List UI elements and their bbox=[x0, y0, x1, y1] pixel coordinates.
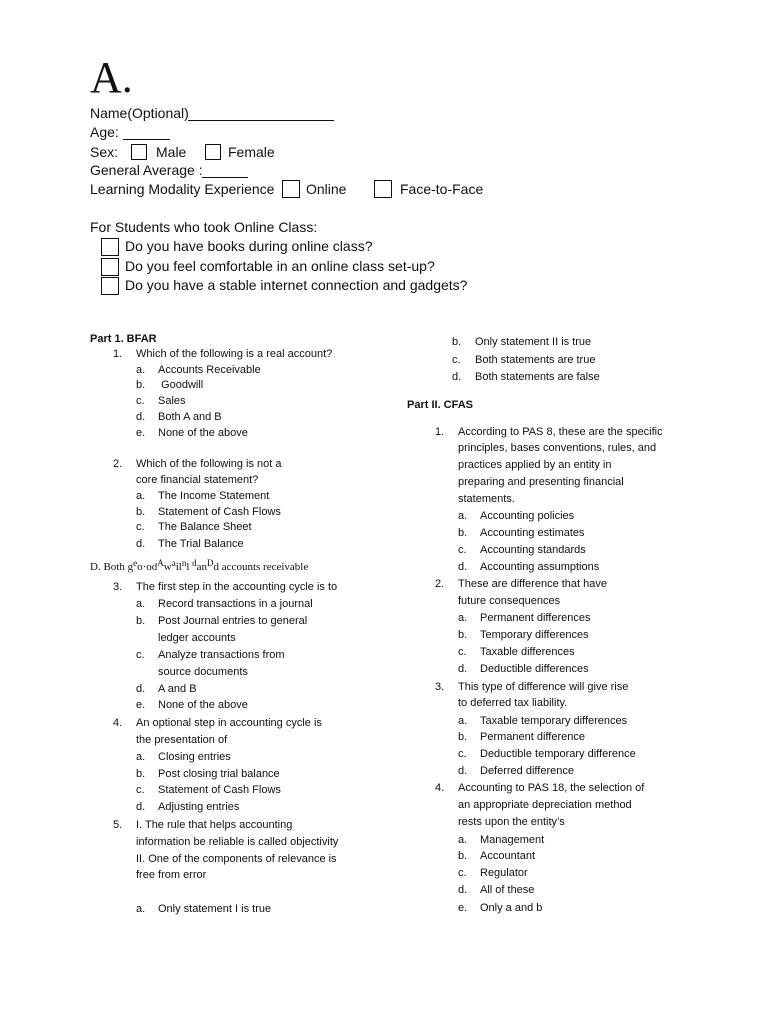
question-text: an appropriate depreciation method bbox=[458, 799, 632, 811]
question-text: II. One of the components of relevance is bbox=[136, 853, 337, 865]
option-text: Statement of Cash Flows bbox=[158, 506, 281, 518]
male-checkbox[interactable] bbox=[131, 144, 147, 160]
option-letter: b. bbox=[458, 629, 468, 641]
question-text: the presentation of bbox=[136, 734, 228, 746]
question-text: statements. bbox=[458, 493, 515, 505]
option-letter: a. bbox=[458, 612, 468, 624]
online-question-books: Do you have books during online class? bbox=[125, 238, 373, 254]
option-text: Accounting assumptions bbox=[480, 561, 600, 573]
option-text: Adjusting entries bbox=[158, 801, 240, 813]
option-letter: c. bbox=[458, 867, 467, 879]
option-text: Goodwill bbox=[158, 379, 204, 391]
option-text: Accounts Receivable bbox=[158, 364, 261, 376]
option-letter: c. bbox=[136, 521, 145, 533]
option-letter: a. bbox=[136, 364, 146, 376]
option-letter: e. bbox=[136, 699, 146, 711]
face-to-face-checkbox[interactable] bbox=[374, 180, 392, 198]
male-label: Male bbox=[156, 144, 187, 160]
female-label: Female bbox=[228, 144, 275, 160]
question-number: 3. bbox=[113, 581, 123, 593]
question-number: 2. bbox=[113, 458, 123, 470]
question-text: These are difference that have bbox=[458, 578, 608, 590]
question-number: 1. bbox=[113, 348, 123, 360]
option-letter: b. bbox=[458, 731, 468, 743]
internet-checkbox[interactable] bbox=[101, 277, 119, 295]
option-text: Accounting policies bbox=[480, 510, 575, 522]
option-text: Deductible temporary difference bbox=[480, 748, 636, 760]
option-text: Post closing trial balance bbox=[158, 768, 280, 780]
question-number: 3. bbox=[435, 681, 445, 693]
option-letter: b. bbox=[136, 615, 146, 627]
sex-label: Sex: bbox=[90, 144, 119, 160]
option-letter: c. bbox=[458, 646, 467, 658]
question-text: free from error bbox=[136, 869, 207, 881]
question-text: information be reliable is called objectivity bbox=[136, 836, 339, 848]
option-letter: d. bbox=[458, 765, 468, 777]
online-question-internet: Do you have a stable internet connection and gadgets? bbox=[125, 277, 468, 293]
online-question-comfort: Do you feel comfortable in an online class set-up? bbox=[125, 258, 435, 274]
option-text: None of the above bbox=[158, 699, 248, 711]
option-letter: e. bbox=[458, 902, 468, 914]
option-letter: d. bbox=[458, 884, 468, 896]
option-text: The Balance Sheet bbox=[158, 521, 252, 533]
general-average-field[interactable] bbox=[202, 177, 248, 178]
option-letter: b. bbox=[458, 850, 468, 862]
option-letter: b. bbox=[136, 506, 146, 518]
option-letter: d. bbox=[136, 801, 146, 813]
option-text: Closing entries bbox=[158, 751, 231, 763]
option-text: Both statements are true bbox=[475, 354, 596, 366]
option-letter: a. bbox=[136, 490, 146, 502]
question-number: 1. bbox=[435, 426, 445, 438]
option-letter: b. bbox=[136, 768, 146, 780]
question-text: This type of difference will give rise bbox=[458, 681, 629, 693]
option-text: A and B bbox=[158, 683, 197, 695]
question-text: An optional step in accounting cycle is bbox=[136, 717, 322, 729]
question-number: 5. bbox=[113, 819, 123, 831]
question-text: core financial statement? bbox=[136, 474, 259, 486]
option-text: Permanent differences bbox=[480, 612, 591, 624]
option-text: Taxable differences bbox=[480, 646, 575, 658]
comfort-checkbox[interactable] bbox=[101, 258, 119, 276]
option-text: Accounting estimates bbox=[480, 527, 585, 539]
books-checkbox[interactable] bbox=[101, 238, 119, 256]
female-checkbox[interactable] bbox=[205, 144, 221, 160]
part1-title: Part 1. BFAR bbox=[90, 333, 157, 345]
option-text: The Trial Balance bbox=[158, 538, 244, 550]
age-label: Age: bbox=[90, 124, 119, 140]
option-text: Only statement II is true bbox=[475, 336, 592, 348]
option-text: None of the above bbox=[158, 427, 248, 439]
option-text: Deductible differences bbox=[480, 663, 589, 675]
option-letter: d. bbox=[458, 663, 468, 675]
option-text: Record transactions in a journal bbox=[158, 598, 313, 610]
question-number: 2. bbox=[435, 578, 445, 590]
option-letter: a. bbox=[136, 903, 146, 915]
general-average-label: General Average : bbox=[90, 162, 203, 178]
question-text: rests upon the entity’s bbox=[458, 816, 565, 828]
question-number: 4. bbox=[435, 782, 445, 794]
question-text: According to PAS 8, these are the specific bbox=[458, 426, 663, 438]
part2-title: Part II. CFAS bbox=[407, 399, 474, 411]
option-text: Sales bbox=[158, 395, 186, 407]
option-text: All of these bbox=[480, 884, 535, 896]
option-text: Post Journal entries to general bbox=[158, 615, 308, 627]
question-text: Accounting to PAS 18, the selection of bbox=[458, 782, 645, 794]
option-letter: c. bbox=[458, 748, 467, 760]
question-text: Which of the following is a real account? bbox=[136, 348, 333, 360]
option-text: source documents bbox=[158, 666, 248, 678]
question-text: Which of the following is not a bbox=[136, 458, 282, 470]
option-text: Both A and B bbox=[158, 411, 222, 423]
option-letter: b. bbox=[452, 336, 462, 348]
question-text: to deferred tax liability. bbox=[458, 697, 568, 709]
option-text: Only a and b bbox=[480, 902, 543, 914]
option-letter: c. bbox=[452, 354, 461, 366]
question-text: practices applied by an entity in bbox=[458, 459, 612, 471]
option-letter: a. bbox=[458, 834, 468, 846]
form-letter: A. bbox=[90, 53, 133, 102]
option-letter: a. bbox=[458, 715, 468, 727]
option-text: Both statements are false bbox=[475, 371, 600, 383]
option-text: ledger accounts bbox=[158, 632, 236, 644]
option-text: Analyze transactions from bbox=[158, 649, 285, 661]
option-text: Accounting standards bbox=[480, 544, 586, 556]
question-text: The first step in the accounting cycle is to bbox=[136, 581, 338, 593]
option-text: Management bbox=[480, 834, 545, 846]
question-number: 4. bbox=[113, 717, 123, 729]
option-letter: c. bbox=[458, 544, 467, 556]
option-text: Deferred difference bbox=[480, 765, 574, 777]
option-text: Only statement I is true bbox=[158, 903, 272, 915]
option-letter: b. bbox=[458, 527, 468, 539]
option-text: The Income Statement bbox=[158, 490, 270, 502]
option-text: Taxable temporary differences bbox=[480, 715, 628, 727]
option-letter: c. bbox=[136, 395, 145, 407]
option-text: Statement of Cash Flows bbox=[158, 784, 281, 796]
name-field[interactable] bbox=[188, 120, 334, 121]
option-text: Regulator bbox=[480, 867, 528, 879]
online-section-heading: For Students who took Online Class: bbox=[90, 219, 318, 235]
option-letter: d. bbox=[136, 683, 146, 695]
option-letter: d. bbox=[458, 561, 468, 573]
option-text: Permanent difference bbox=[480, 731, 585, 743]
option-letter: e. bbox=[136, 427, 146, 439]
face-to-face-label: Face-to-Face bbox=[400, 181, 484, 197]
question-text: I. The rule that helps accounting bbox=[136, 819, 293, 831]
age-field[interactable] bbox=[123, 139, 170, 140]
option-letter: a. bbox=[458, 510, 468, 522]
garbled-text-line: D. Both $g^eo\cdot od^Aw^ail^nl$ $^dan^Dd$ accounts receivable bbox=[90, 558, 309, 573]
name-label: Name(Optional) bbox=[90, 105, 189, 121]
learning-modality-label: Learning Modality Experience bbox=[90, 181, 275, 197]
option-letter: d. bbox=[136, 411, 146, 423]
option-letter: c. bbox=[136, 784, 145, 796]
option-letter: b. bbox=[136, 379, 146, 391]
question-text: future consequences bbox=[458, 595, 561, 607]
option-letter: d. bbox=[452, 371, 462, 383]
option-letter: c. bbox=[136, 649, 145, 661]
option-text: Temporary differences bbox=[480, 629, 589, 641]
option-text: Accountant bbox=[480, 850, 536, 862]
question-text: principles, bases conventions, rules, and bbox=[458, 442, 657, 454]
option-letter: a. bbox=[136, 598, 146, 610]
online-label: Online bbox=[306, 181, 347, 197]
question-text: preparing and presenting financial bbox=[458, 476, 624, 488]
option-letter: d. bbox=[136, 538, 146, 550]
online-checkbox[interactable] bbox=[282, 180, 300, 198]
option-letter: a. bbox=[136, 751, 146, 763]
